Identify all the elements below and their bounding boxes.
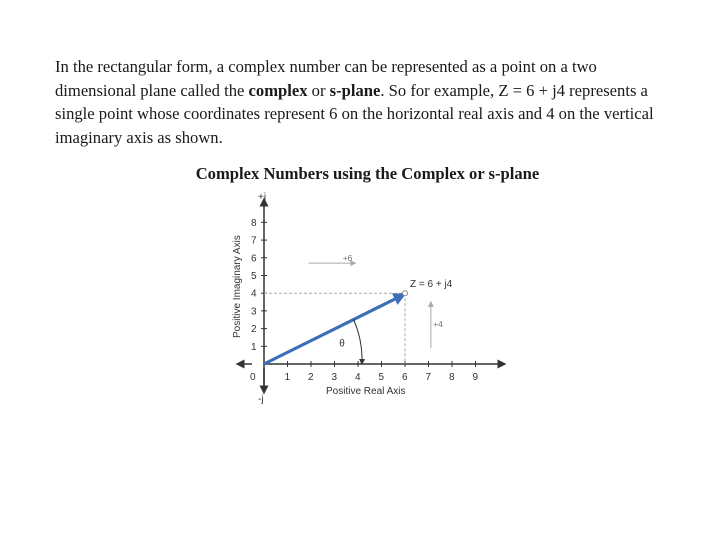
point-label: Z = 6 + j4: [410, 279, 453, 291]
x-axis-title: Positive Real Axis: [326, 386, 406, 397]
plus-j-label: +j: [258, 192, 267, 203]
point-z: [403, 291, 408, 296]
y-tick-label: 6: [251, 253, 257, 265]
y-tick-label: 5: [251, 271, 257, 282]
y-tick-label: 3: [251, 306, 257, 318]
horizontal-component-label: +6: [342, 253, 353, 264]
y-tick-label: 2: [251, 324, 257, 336]
y-tick-label: 1: [251, 341, 257, 353]
angle-theta-label: θ: [339, 338, 345, 350]
x-tick-label: 9: [472, 372, 479, 383]
y-tick-label: 7: [251, 235, 257, 247]
angle-arc: [353, 319, 362, 362]
x-tick-label: 5: [378, 372, 385, 383]
y-axis-title: Positive Imaginary Axis: [232, 235, 243, 338]
y-tick-label: 8: [251, 217, 257, 229]
paragraph-text-3: . So for example, Z = 6 + j4 represents a single point whose coordinates represent 6 on the horizontal real axis and 4 on the vertical imaginary axis as shown.: [55, 80, 654, 147]
paragraph-text-2: or: [307, 80, 330, 100]
term-complex: complex: [248, 80, 308, 100]
figure-caption: Complex Numbers using the Complex or s-plane: [195, 164, 540, 183]
vertical-component-label: +4: [433, 318, 443, 329]
x-tick-label: 1: [284, 372, 291, 383]
origin-label: 0: [250, 372, 256, 383]
x-tick-label: 3: [331, 372, 338, 383]
x-tick-label: 7: [425, 372, 432, 383]
x-tick-label: 6: [402, 372, 408, 383]
x-tick-label: 4: [355, 372, 361, 383]
body-paragraph: [55, 55, 655, 149]
y-tick-label: 4: [251, 288, 257, 300]
term-s-plane: s-plane: [329, 80, 381, 100]
complex-plane-diagram: [222, 190, 512, 405]
x-tick-label: 8: [449, 372, 455, 383]
paragraph-text-1: In the rectangular form, a complex number can be represented as a point on a two dimensional plane called the: [55, 57, 597, 100]
minus-j-label: -j: [258, 394, 264, 405]
x-tick-label: 2: [308, 372, 314, 383]
complex-vector: [264, 296, 401, 364]
